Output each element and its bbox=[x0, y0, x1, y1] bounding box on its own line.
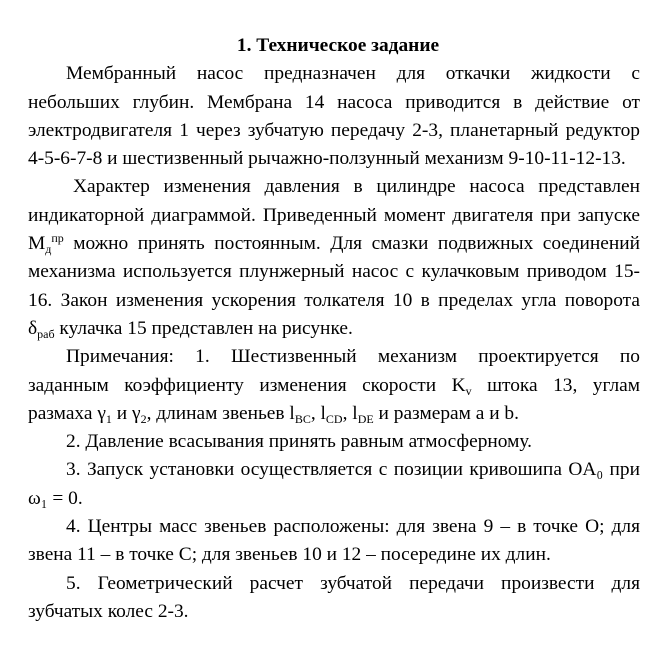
text-line: Примечания: 1. Шестизвенный механизм проектируется по bbox=[66, 346, 640, 368]
note-4-line-1: 4. Центры масс звеньев расположены: для звена 9 – в точке O; для bbox=[66, 516, 640, 538]
text-fragment: можно принять постоянным. Для смазки подвижных соединений bbox=[63, 233, 640, 255]
text-line: Мембранный насос предназначен для откачки жидкости с bbox=[66, 63, 640, 85]
text-fragment: , l bbox=[310, 402, 326, 424]
section-title: 1. Техническое задание bbox=[236, 35, 440, 56]
text-fragment: заданным коэффициенту изменения скорости K bbox=[28, 374, 466, 396]
text-line: механизма используется плунжерный насос с кулачковым приводом 15- bbox=[28, 261, 640, 283]
text-line: электродвигателя 1 через зубчатую передачу 2-3, планетарный редуктор bbox=[28, 119, 640, 141]
subscript: CD bbox=[325, 411, 343, 426]
note-5-line-2: зубчатых колес 2-3. bbox=[28, 600, 189, 622]
note-3-line-2: ω₁ = 0. bbox=[28, 487, 83, 509]
text-fragment: и γ bbox=[111, 402, 141, 424]
subscript: 1 bbox=[105, 411, 112, 426]
text-line: Характер изменения давления в цилиндре насоса представлен bbox=[73, 176, 640, 198]
text-line: индикаторной диаграммой. Приведенный момент двигателя при запуске bbox=[28, 204, 640, 226]
text-fragment: , длинам звеньев l bbox=[146, 402, 295, 424]
text-line-angles bbox=[28, 400, 640, 428]
note-4-line-2: звена 11 – в точке C; для звеньев 10 и 12 – посередине их длин. bbox=[28, 544, 551, 566]
symbol-delta: δ bbox=[28, 317, 38, 339]
text-line-moment bbox=[28, 230, 640, 258]
text-line-delta bbox=[28, 315, 640, 343]
superscript: пр bbox=[51, 231, 64, 246]
note-2: 2. Давление всасывания принять равным атмосферному. bbox=[66, 431, 532, 453]
text-fragment: и размерам a и b. bbox=[373, 402, 519, 424]
note-5-line-1: 5. Геометрический расчет зубчатой передачи произвести для bbox=[66, 572, 640, 594]
notes-section bbox=[28, 343, 640, 626]
symbol-m: M bbox=[28, 233, 46, 255]
subscript: DE bbox=[357, 411, 374, 426]
text-fragment: , l bbox=[342, 402, 358, 424]
subscript: BC bbox=[294, 411, 311, 426]
subscript: раб bbox=[37, 326, 55, 341]
text-fragment: размаха γ bbox=[28, 402, 106, 424]
text-line-kv bbox=[28, 372, 640, 400]
text-line: 16. Закон изменения ускорения толкателя 10 в пределах угла поворота bbox=[28, 289, 640, 311]
note-3-line-1: 3. Запуск установки осуществляется с позиции кривошипа OA₀ при bbox=[66, 459, 640, 481]
subscript: v bbox=[465, 383, 472, 398]
text-fragment: кулачка 15 представлен на рисунке. bbox=[54, 317, 353, 339]
text-fragment: штока 13, углам bbox=[471, 374, 641, 396]
text-line: 4-5-6-7-8 и шестизвенный рычажно-ползунный механизм 9-10-11-12-13. bbox=[28, 148, 626, 170]
subscript: 2 bbox=[140, 411, 147, 426]
paragraph-intro bbox=[28, 60, 640, 173]
paragraph-pressure bbox=[28, 173, 640, 343]
text-line: небольших глубин. Мембрана 14 насоса приводится в действие от bbox=[28, 91, 640, 113]
subscript: д bbox=[45, 242, 52, 257]
